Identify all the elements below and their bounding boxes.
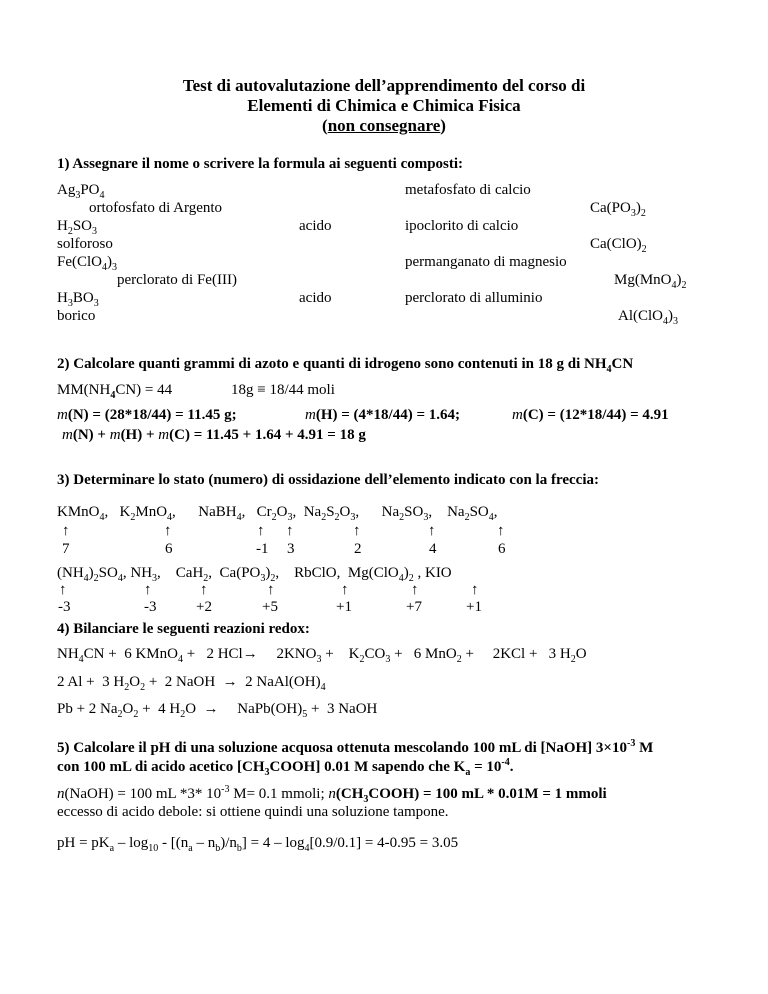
q2-mm: $MM(NH_4CN) = 44$ bbox=[57, 382, 173, 401]
q1-formula-ag3po4: $Ag_3PO_4$ bbox=[57, 182, 105, 201]
q1-formula-feclo4: $Fe(ClO_4)_3$ bbox=[57, 254, 117, 273]
q2-mass-n: m(N) = (28*18/44) = 11.45 g; bbox=[57, 407, 237, 423]
q3-row2-value: +5 bbox=[262, 599, 278, 615]
q1-right-formula-3: $Mg(MnO_4)_2$ bbox=[614, 272, 687, 291]
q2-heading: 2) Calcolare quanti grammi di azoto e quanti di idrogeno sono contenuti in 18 g di $NH_4CN$ bbox=[57, 356, 634, 375]
q3-row2-value: +7 bbox=[406, 599, 422, 615]
q1-heading: 1) Assegnare il nome o scrivere la formula ai seguenti composti: bbox=[57, 156, 464, 172]
q3-arrow: ↑ bbox=[428, 523, 436, 539]
q1-name-h2so3-b: solforoso bbox=[57, 236, 113, 252]
q3-arrow: ↑ bbox=[144, 582, 152, 598]
title-line-2: Elementi di Chimica e Chimica Fisica bbox=[247, 96, 521, 115]
q3-row1-value: 3 bbox=[287, 541, 295, 557]
q1-name-ag: ortofosfato di Argento bbox=[89, 200, 223, 216]
q2-mass-h: m(H) = (4*18/44) = 1.64; bbox=[305, 407, 460, 423]
title-line-1: Test di autovalutazione dell’apprendimento del corso di bbox=[182, 76, 586, 95]
q3-row1-value: -1 bbox=[256, 541, 269, 557]
q1-right-formula-4: $Al(ClO_4)_3$ bbox=[618, 308, 678, 327]
q3-row2-formulas: $(NH_4)_2SO_4$, $NH_3$, CaH$_2$, $Ca(PO_3)_2$, RbClO, $Mg(ClO_4)_2$ , KIO bbox=[57, 565, 452, 584]
q3-arrow: ↑ bbox=[497, 523, 505, 539]
q3-arrow: ↑ bbox=[471, 582, 479, 598]
q1-name-h3bo3-b: borico bbox=[57, 308, 96, 324]
q1-name-h3bo3-a: acido bbox=[299, 290, 332, 306]
q3-row2-value: -3 bbox=[144, 599, 157, 615]
q1-formula-h2so3: $H_2SO_3$ bbox=[57, 218, 98, 237]
q3-row2-value: +1 bbox=[336, 599, 352, 615]
q3-arrow: ↑ bbox=[62, 523, 70, 539]
q3-arrow: ↑ bbox=[257, 523, 265, 539]
q1-name-h2so3-a: acido bbox=[299, 218, 332, 234]
q2-mass-c: m(C) = (12*18/44) = 4.91 bbox=[512, 407, 669, 423]
q3-arrow: ↑ bbox=[59, 582, 67, 598]
q1-name-fe: perclorato di Fe(III) bbox=[117, 272, 237, 288]
q1-right-name-3: permanganato di magnesio bbox=[405, 254, 567, 270]
q1-right-name-4: perclorato di alluminio bbox=[405, 290, 543, 306]
q1-right-name-2: ipoclorito di calcio bbox=[405, 218, 519, 234]
q3-arrow: ↑ bbox=[286, 523, 294, 539]
q1-right-formula-2: $Ca(ClO)_2$ bbox=[590, 236, 647, 255]
q3-row1-value: 4 bbox=[429, 541, 437, 557]
q1-right-name-1: metafosfato di calcio bbox=[405, 182, 531, 198]
q3-arrow: ↑ bbox=[353, 523, 361, 539]
q2-sum: m(N) + m(H) + m(C) = 11.45 + 1.64 + 4.91 = 18 g bbox=[62, 427, 366, 443]
q4-reaction-3: Pb + 2 $Na_2O_2 + 4$ $H_2O$ → $NaPb(OH)_5 + 3$ NaOH bbox=[57, 701, 378, 720]
q3-arrow: ↑ bbox=[267, 582, 275, 598]
q4-reaction-2: 2 Al + 3 $H_2O_2 + 2$ NaOH → 2 $NaAl(OH)_4$ bbox=[57, 674, 326, 693]
q3-arrow: ↑ bbox=[341, 582, 349, 598]
q3-row1-value: 6 bbox=[498, 541, 506, 557]
q1-right-formula-1: $Ca(PO_3)_2$ bbox=[590, 200, 646, 219]
q4-heading: 4) Bilanciare le seguenti reazioni redox: bbox=[57, 621, 310, 637]
q2-moles: 18g ≡ 18/44 moli bbox=[231, 382, 335, 398]
q3-row1-value: 7 bbox=[62, 541, 70, 557]
q3-row1-value: 2 bbox=[354, 541, 362, 557]
q3-arrow: ↑ bbox=[200, 582, 208, 598]
title-line-3: (non consegnare) bbox=[322, 116, 446, 135]
q5-heading-2: con 100 mL di acido acetico $[CH_3COOH]$ 0.01 M sapendo che $K_a = 10^{-4}$. bbox=[57, 757, 514, 778]
q3-arrow: ↑ bbox=[411, 582, 419, 598]
q3-row1-value: 6 bbox=[165, 541, 173, 557]
q3-arrow: ↑ bbox=[164, 523, 172, 539]
q3-row2-value: +2 bbox=[196, 599, 212, 615]
q1-formula-h3bo3: $H_3BO_3$ bbox=[57, 290, 99, 309]
q5-ph-line: pH = $pK_a - \log_{10} - [(n_a - n_b)/n_b] = 4 - \log_4[0.9/0.1] = 4-0.95 = 3.05$ bbox=[57, 835, 459, 854]
q4-reaction-1: $NH_4CN + 6$ KMnO$_4$ + 2 HCl→ $2KNO_3$ + $K_2CO_3 + 6$ MnO$_2$ + 2KCl + 3 $H_2O$ bbox=[57, 646, 587, 665]
q5-buffer-line: eccesso di acido debole: si ottiene quindi una soluzione tampone. bbox=[57, 804, 449, 820]
q3-heading: 3) Determinare lo stato (numero) di ossidazione dell’elemento indicato con la freccia: bbox=[57, 472, 599, 488]
q5-heading-1: 5) Calcolare il pH di una soluzione acquosa ottenuta mescolando 100 mL di [NaOH] $3\times 10^{-3}$ M bbox=[57, 738, 654, 756]
q3-row2-value: +1 bbox=[466, 599, 482, 615]
q3-row1-formulas: KMnO$_4$, $K_2MnO_4$, NaBH$_4$, $Cr_2O_3$, $Na_2S_2O_3$, $Na_2SO_3$, $Na_2SO_4$, bbox=[57, 504, 498, 523]
q5-moles-line: n(NaOH) = 100 mL *3* $10^{-3}$ M= 0.1 mmoli; $n(CH_3COOH) = 100$ mL * 0.01M = 1 mmoli bbox=[57, 784, 607, 805]
q3-row2-value: -3 bbox=[58, 599, 71, 615]
